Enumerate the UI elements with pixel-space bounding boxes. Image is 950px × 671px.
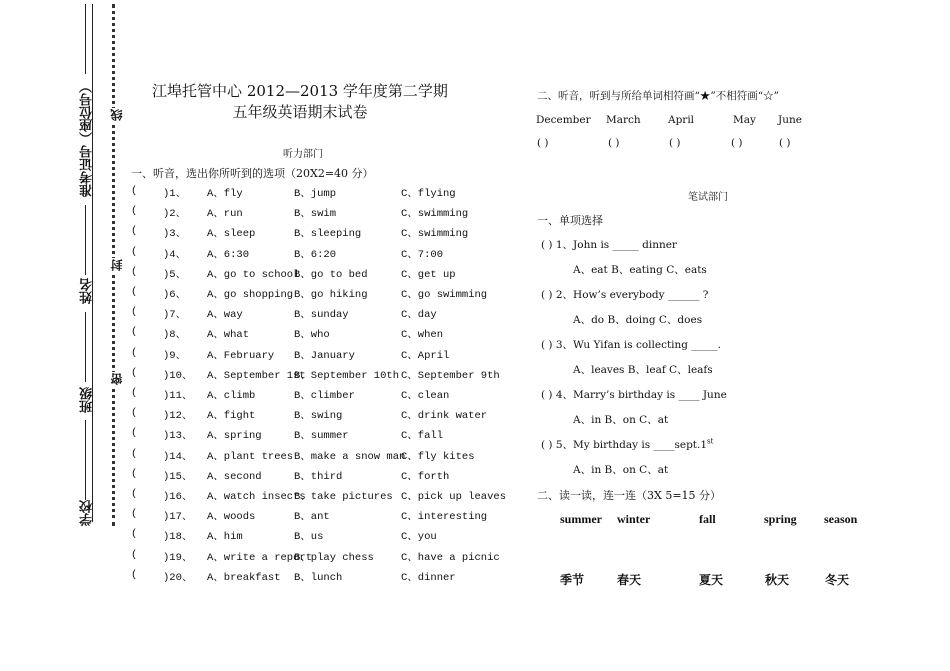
option-c: C、fall [401,430,444,443]
choice-question-3: ( ) 3、Wu Yifan is collecting _____. [541,339,721,351]
school-label: 学校 [80,500,95,526]
question-number: )9、 [163,349,187,362]
question-number: )15、 [163,470,193,483]
option-b: B、jump [294,188,337,200]
option-b: B、third [294,470,343,483]
option-a: A、spring [207,430,262,443]
option-a: A、fly [207,188,243,200]
match-word-jijie[interactable]: 季节 [560,573,585,587]
question-number: )5、 [163,268,187,281]
option-b: B、us [294,531,324,544]
option-a: A、what [207,329,250,342]
choice-options-3: A、leaves B、leaf C、leafs [573,364,713,376]
option-c: C、April [401,349,450,362]
writing-heading: 笔试部门 [688,192,728,203]
option-c: C、pick up leaves [401,491,507,503]
choice-question-5-stem: ( ) 5、My birthday is ____sept.1 [541,439,708,451]
option-c: C、dinner [401,571,456,584]
choice-options-4: A、in B、on C、at [573,414,669,426]
option-b: B、who [294,329,330,342]
question-number: )10、 [163,369,193,382]
answer-paren[interactable]: ( [131,467,138,480]
question-number: )12、 [163,410,193,423]
match-word-season[interactable]: season [824,512,858,526]
option-c: C、swimming [401,208,469,221]
option-a: A、sleep [207,228,256,241]
blank-line [85,4,86,74]
answer-paren[interactable]: ( [131,568,138,581]
ordinal-suffix: st [707,437,714,446]
question-number: )13、 [163,430,193,443]
option-b: B、make a snow man [294,450,406,463]
option-b: B、lunch [294,571,343,584]
answer-paren[interactable]: ( [131,548,138,561]
exam-title-line1: 江埠托管中心 2012—2013 学年度第二学期 [152,82,448,100]
blank-line [85,420,86,500]
answer-blank[interactable]: ( ) [779,137,791,149]
option-c: C、get up [401,268,456,281]
answer-paren[interactable]: ( [131,447,138,460]
exam-title-line2: 五年级英语期末试卷 [232,103,368,121]
option-b: B、go hiking [294,289,368,301]
blank-line [85,312,86,382]
question-number: )4、 [163,248,187,261]
match-word-qiutian[interactable]: 秋天 [765,573,790,587]
option-c: C、interesting [401,511,488,524]
option-a: A、run [207,208,243,221]
option-b: B、September 10th [294,369,400,382]
choice-options-1: A、eat B、eating C、eats [573,264,707,276]
option-b: B、ant [294,511,330,524]
answer-blank[interactable]: ( ) [537,137,549,149]
match-word-dongtian[interactable]: 冬天 [825,573,850,587]
option-b: B、swim [294,208,337,221]
question-number: )19、 [163,551,193,564]
option-c: C、go swimming [401,289,488,301]
question-number: )1、 [163,188,187,200]
answer-blank[interactable]: ( ) [669,137,681,149]
match-word-summer[interactable]: summer [560,512,602,526]
option-a: A、February [207,349,275,362]
answer-paren[interactable]: ( [131,346,138,359]
question-number: )20、 [163,571,193,584]
question-number: )11、 [163,390,193,402]
answer-paren[interactable]: ( [131,225,138,238]
question-number: )18、 [163,531,193,544]
option-a: A、breakfast [207,571,281,584]
option-b: B、swing [294,410,343,423]
seal-char-mi: 密 [110,373,124,385]
answer-paren[interactable]: ( [131,508,138,521]
answer-paren[interactable]: ( [131,205,138,218]
name-label: 姓名 [80,278,95,304]
answer-paren[interactable]: ( [131,265,138,278]
answer-paren[interactable]: ( [131,245,138,258]
blank-line [85,205,86,275]
answer-blank[interactable]: ( ) [731,137,743,149]
option-c: C、September 9th [401,369,500,382]
option-b: B、6:20 [294,248,337,261]
answer-paren[interactable]: ( [131,306,138,319]
option-b: B、take pictures [294,491,393,503]
option-a: A、second [207,470,262,483]
match-word-xiatian[interactable]: 夏天 [699,573,724,587]
option-b: B、sunday [294,309,349,322]
option-c: C、day [401,309,437,322]
option-c: C、swimming [401,228,469,241]
option-c: C、flying [401,188,456,200]
option-c: C、you [401,531,437,544]
option-a: A、plant trees [207,450,294,463]
month-december: December [536,114,591,126]
option-b: B、sleeping [294,228,362,241]
question-number: )3、 [163,228,187,241]
match-word-spring[interactable]: spring [764,512,797,526]
option-a: A、go shopping [207,289,294,301]
question-number: )2、 [163,208,187,221]
option-c: C、drink water [401,410,488,423]
option-b: B、play chess [294,551,374,564]
option-b: B、summer [294,430,349,443]
option-a: A、woods [207,511,256,524]
answer-paren[interactable]: ( [131,528,138,541]
option-b: B、go to bed [294,268,368,281]
month-june: June [778,114,802,126]
option-b: B、climber [294,390,355,402]
option-c: C、when [401,329,444,342]
answer-paren[interactable]: ( [131,427,138,440]
class-label: 班级 [80,387,95,413]
choice-options-2: A、do B、doing C、does [573,314,703,326]
option-a: A、fight [207,410,256,423]
choice-question-5 [541,437,713,452]
match-word-fall[interactable]: fall [699,512,716,526]
question-number: )6、 [163,289,187,301]
month-april: April [668,114,695,126]
question-number: )7、 [163,309,187,322]
answer-paren[interactable]: ( [131,286,138,298]
listening-heading: 听力部门 [283,149,323,160]
option-c: C、fly kites [401,450,475,463]
writing-section2-instruction: 二、读一读，连一连（3X 5=15 分） [537,489,722,502]
option-c: C、clean [401,390,450,402]
seal-char-feng: 封 [110,259,124,271]
listening-section2-instruction: 二、听音，听到与所给单词相符画“★”不相符画“☆” [537,90,779,102]
writing-section1-instruction: 一、单项选择 [537,214,603,227]
option-c: C、forth [401,470,450,483]
question-number: )8、 [163,329,187,342]
answer-paren[interactable]: ( [131,366,138,379]
option-a: A、September 1st [207,369,306,382]
month-may: May [733,114,756,126]
option-a: A、write a report [207,551,313,564]
answer-paren[interactable]: ( [131,407,138,420]
choice-question-1: ( ) 1、John is _____ dinner [541,239,677,251]
question-number: )17、 [163,511,193,524]
answer-paren[interactable]: ( [131,185,138,197]
choice-options-5: A、in B、on C、at [573,464,669,476]
seal-char-xian: 线 [110,109,124,121]
choice-question-2: ( ) 2、How’s everybody ______ ? [541,289,709,301]
answer-paren[interactable]: ( [131,488,138,500]
option-c: C、have a picnic [401,551,500,564]
month-march: March [606,114,641,126]
question-number: )14、 [163,450,193,463]
listening-section1-instruction: 一、听音，选出你所听到的选项（20X2=40 分） [131,167,374,180]
answer-paren[interactable]: ( [131,387,138,399]
option-a: A、go to school [207,268,300,281]
option-a: A、climb [207,390,256,402]
option-a: A、watch insects [207,491,306,503]
option-b: B、January [294,349,355,362]
question-number: )16、 [163,491,193,503]
option-a: A、way [207,309,243,322]
option-a: A、6:30 [207,248,250,261]
exam-number-label: 准考证号（座位号） [80,80,95,197]
option-c: C、7:00 [401,248,444,261]
match-word-chuntian[interactable]: 春天 [617,573,642,587]
choice-question-4: ( ) 4、Marry’s birthday is ____ June [541,389,727,401]
match-word-winter[interactable]: winter [617,512,651,526]
answer-paren[interactable]: ( [131,326,138,339]
option-a: A、him [207,531,243,544]
answer-blank[interactable]: ( ) [608,137,620,149]
